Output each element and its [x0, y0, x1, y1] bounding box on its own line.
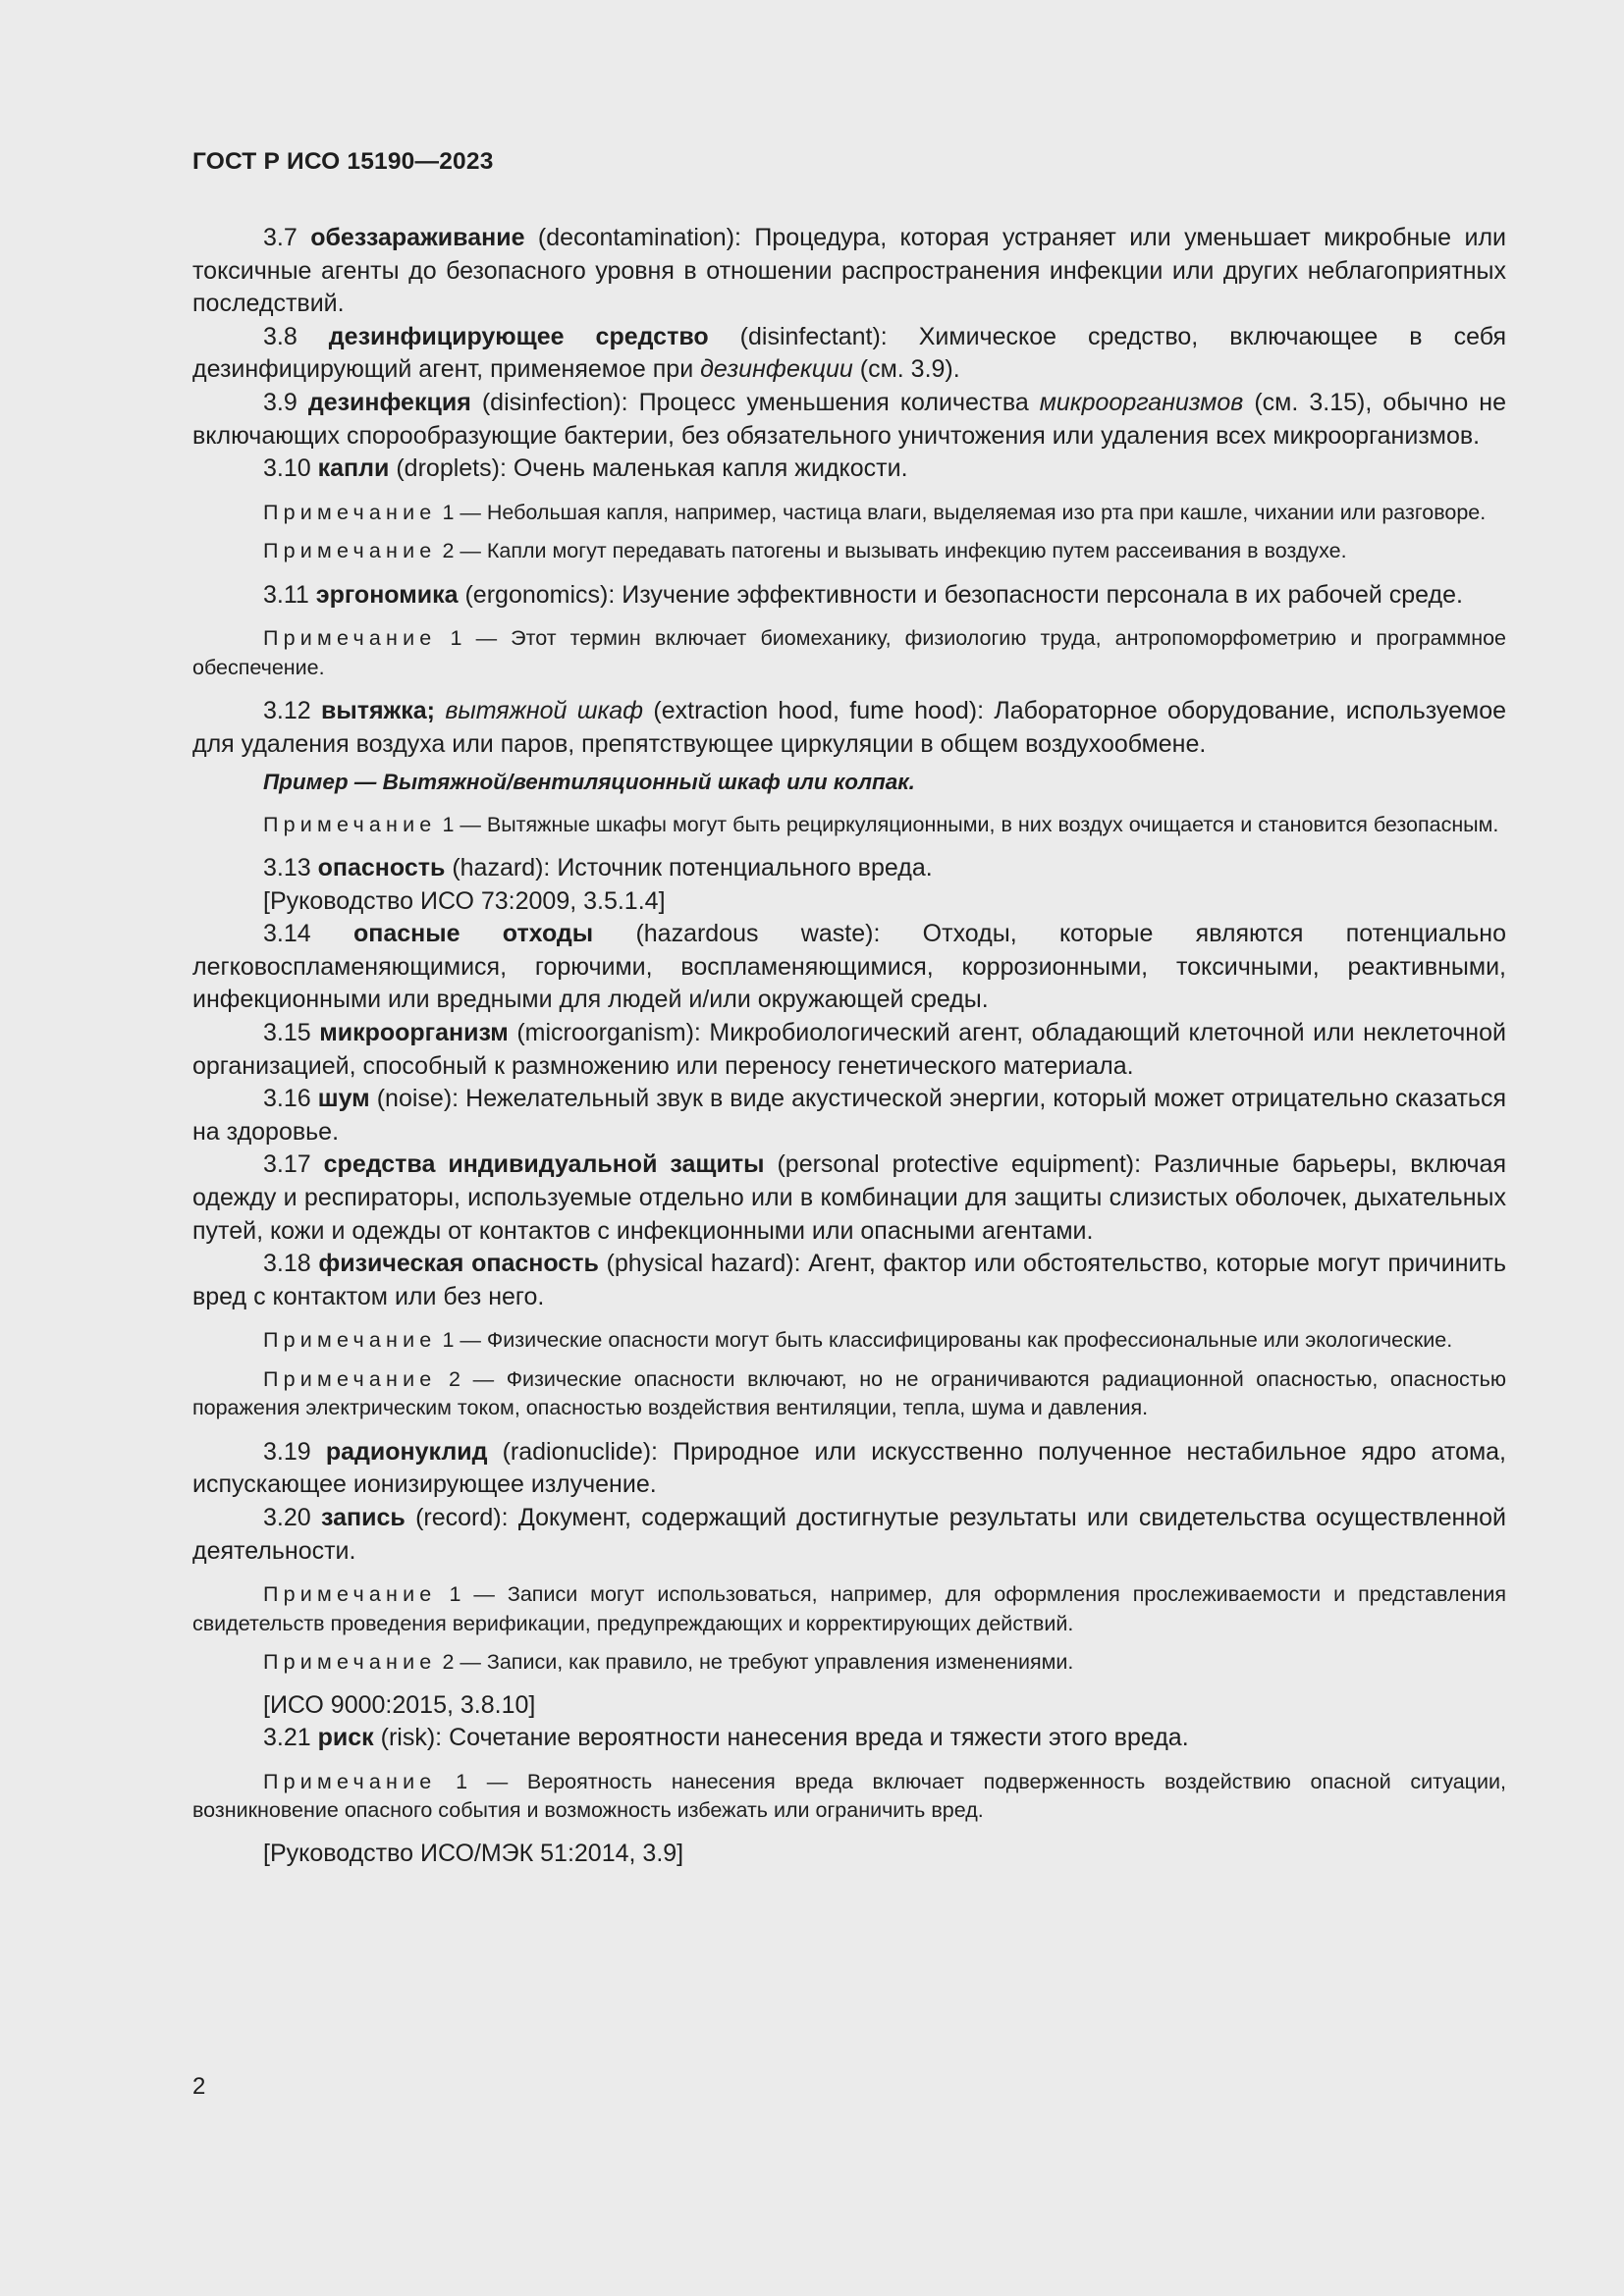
term-definition: : Очень маленькая капля жидкости. [499, 454, 908, 483]
note-label: Примечание [263, 1769, 437, 1793]
term-name: обеззараживание [310, 224, 525, 251]
term-name: вытяжка; [320, 697, 435, 725]
page-number: 2 [192, 2073, 206, 2100]
note-label: Примечание [263, 1366, 437, 1391]
term-name: шум [317, 1085, 370, 1113]
term-note [192, 537, 1506, 566]
term-definition: : Нежелательный звук в виде акустической энергии, который может отрицательно сказаться на здоровье. [192, 1085, 1506, 1146]
term-definition: : Процесс уменьшения количества [621, 388, 1040, 416]
term-definition: : Сочетание вероятности нанесения вреда и тяжести этого вреда. [435, 1724, 1189, 1752]
term-english: (hazardous waste) [635, 920, 874, 948]
term-name: радионуклид [325, 1437, 488, 1466]
term-entry [192, 1436, 1506, 1502]
term-number: 3.21 [263, 1724, 311, 1752]
note-label: Примечание [263, 626, 437, 651]
note-text: — Вытяжные шкафы могут быть рециркуляционными, в них воздух очищается и становится безопасным. [454, 812, 1499, 836]
term-number: 3.8 [263, 322, 298, 350]
note-number: 1 [449, 1582, 461, 1607]
term-english: (microorganism) [516, 1019, 694, 1046]
note-number: 2 [442, 1650, 455, 1675]
term-name: физическая опасность [318, 1250, 599, 1278]
term-entry [192, 321, 1506, 387]
note-text: — Этот термин включает биомеханику, физиологию труда, антропоморфометрию и программное обеспечение. [192, 626, 1506, 679]
term-number: 3.17 [263, 1150, 311, 1179]
note-text: — Записи могут использоваться, например, для оформления прослеживаемости и представления свидетельств проведения верификации, предупреждающих и корректирующих действий. [192, 1582, 1506, 1635]
term-english: (disinfection) [481, 388, 622, 416]
term-note [192, 1768, 1506, 1826]
note-number: 2 [449, 1366, 461, 1391]
document-body [192, 222, 1506, 1871]
term-english: (record) [415, 1504, 502, 1532]
term-source: [Руководство ИСО 73:2009, 3.5.1.4] [263, 886, 666, 915]
term-definition: : Агент, фактор или обстоятельство, которые могут причинить вред с контактом или без него. [192, 1250, 1506, 1310]
term-name: эргономика [315, 580, 459, 609]
term-note [192, 1365, 1506, 1423]
term-source: [Руководство ИСО/МЭК 51:2014, 3.9] [263, 1839, 684, 1867]
term-definition: : Отходы, которые являются потенциально легковоспламеняющимися, горючими, воспламеняющимися, коррозионными, токсичными, реактивными, инфекционными или вредными для людей и/или окружающей среды. [192, 920, 1507, 1014]
term-name: микроорганизм [319, 1019, 509, 1046]
term-definition: (см. 3.9). [852, 355, 960, 384]
term-entry [192, 1248, 1506, 1313]
term-name: дезинфицирующее средство [328, 322, 709, 350]
term-number: 3.10 [263, 454, 311, 483]
term-entry [192, 918, 1506, 1017]
term-name: дезинфекция [307, 388, 471, 416]
note-label: Примечание [263, 500, 437, 524]
note-label: Примечание [263, 539, 437, 563]
term-english: (personal protective equipment) [777, 1150, 1135, 1179]
term-entry [192, 1017, 1506, 1083]
term-number: 3.20 [263, 1504, 311, 1532]
term-entry [192, 852, 1506, 885]
term-entry [192, 579, 1506, 613]
term-number: 3.12 [263, 697, 311, 725]
term-number: 3.13 [263, 854, 311, 882]
term-definition: : Лабораторное оборудование, используемое для удаления воздуха или паров, препятствующее циркуляции в общем воздухообмене. [192, 697, 1507, 758]
note-label: Примечание [263, 1582, 437, 1607]
term-number: 3.9 [263, 388, 298, 416]
term-name: капли [317, 454, 390, 483]
note-text: — Физические опасности могут быть классифицированы как профессиональные или экологические. [454, 1328, 1453, 1353]
term-english: (hazard) [452, 854, 544, 882]
term-note [192, 1580, 1506, 1638]
term-entry [192, 453, 1506, 486]
term-source: [ИСО 9000:2015, 3.8.10] [263, 1690, 536, 1719]
term-example: Пример — Вытяжной/вентиляционный шкаф или колпак. [263, 769, 915, 794]
term-english: (ergonomics) [464, 580, 609, 609]
term-number: 3.19 [263, 1437, 311, 1466]
term-name: запись [321, 1504, 406, 1532]
term-note [192, 1326, 1506, 1356]
note-number: 1 [442, 812, 455, 836]
term-definition: : Микробиологический агент, обладающий клеточной или неклеточной организацией, способный к размножению или переносу генетического материала. [192, 1019, 1506, 1080]
term-number: 3.15 [263, 1019, 311, 1046]
note-text: — Небольшая капля, например, частица влаги, выделяемая изо рта при кашле, чихании или разговоре. [454, 500, 1487, 524]
term-entry [192, 222, 1506, 321]
note-number: 1 [450, 626, 462, 651]
term-definition: : Источник потенциального вреда. [543, 854, 933, 882]
term-number: 3.18 [263, 1250, 311, 1278]
term-reference: дезинфекции [700, 355, 853, 384]
term-entry [192, 1083, 1506, 1148]
note-text: — Записи, как правило, не требуют управления изменениями. [454, 1650, 1074, 1675]
term-note [192, 1648, 1506, 1678]
term-english: (decontamination) [537, 224, 735, 251]
term-number: 3.7 [263, 224, 298, 251]
term-note [192, 811, 1506, 840]
term-definition: : Природное или искусственно полученное нестабильное ядро атома, испускающее ионизирующее излучение. [192, 1437, 1507, 1499]
note-number: 1 [456, 1769, 468, 1793]
note-number: 1 [442, 1328, 455, 1353]
document-header: ГОСТ Р ИСО 15190—2023 [192, 148, 494, 175]
note-label: Примечание [263, 1650, 437, 1675]
term-definition: : Документ, содержащий достигнутые результаты или свидетельства осуществленной деятельности. [192, 1504, 1506, 1565]
term-name: опасные отходы [352, 920, 594, 948]
term-definition: : Химическое средство, включающее в себя дезинфицирующий агент, применяемое при [192, 322, 1506, 384]
note-number: 1 [442, 500, 455, 524]
term-english: (physical hazard) [606, 1250, 794, 1278]
term-note [192, 499, 1506, 528]
term-entry [192, 387, 1506, 453]
note-label: Примечание [263, 1328, 437, 1353]
term-name: средства индивидуальной защиты [323, 1150, 765, 1179]
note-label: Примечание [263, 812, 437, 836]
term-english: (noise) [376, 1085, 453, 1113]
note-text: — Капли могут передавать патогены и вызывать инфекцию путем рассеивания в воздухе. [454, 539, 1347, 563]
term-definition: : Изучение эффективности и безопасности персонала в их рабочей среде. [608, 580, 1463, 609]
term-english: (extraction hood, fume hood) [653, 697, 978, 725]
term-english: (disinfectant) [739, 322, 881, 350]
term-reference: микроорганизмов [1039, 388, 1244, 416]
term-name: опасность [317, 854, 446, 882]
term-entry [192, 1722, 1506, 1755]
term-english: (risk) [380, 1724, 436, 1752]
note-text: — Физические опасности включают, но не ограничиваются радиационной опасностью, опасностью поражения электрическим током, опасностью воздействия вентиляции, тепла, шума и давления. [192, 1366, 1506, 1420]
term-number: 3.16 [263, 1085, 311, 1113]
term-synonym: вытяжной шкаф [445, 697, 644, 725]
term-english: (droplets) [396, 454, 500, 483]
term-entry [192, 695, 1506, 761]
term-number: 3.11 [263, 580, 309, 609]
note-text: — Вероятность нанесения вреда включает подверженность воздействию опасной ситуации, возникновение опасного события и возможность избежать или ограничить вред. [192, 1769, 1506, 1823]
term-definition: : Различные барьеры, включая одежду и респираторы, используемые отдельно или в комбинации для защиты слизистых оболочек, дыхательных путей, кожи и одежды от контактов с инфекционными или опасными агентами. [192, 1150, 1506, 1245]
term-number: 3.14 [263, 920, 311, 948]
term-note [192, 624, 1506, 682]
term-definition: : Процедура, которая устраняет или уменьшает микробные или токсичные агенты до безопасного уровня в отношении распространения инфекции или других неблагоприятных последствий. [192, 224, 1507, 318]
term-entry [192, 1502, 1506, 1568]
term-english: (radionuclide) [502, 1437, 652, 1466]
note-number: 2 [442, 539, 455, 563]
term-definition: (см. 3.15), обычно не включающих спорообразующие бактерии, без обязательного уничтожения или удаления всех микроорганизмов. [192, 388, 1507, 450]
term-name: риск [317, 1724, 374, 1752]
term-entry [192, 1148, 1506, 1248]
